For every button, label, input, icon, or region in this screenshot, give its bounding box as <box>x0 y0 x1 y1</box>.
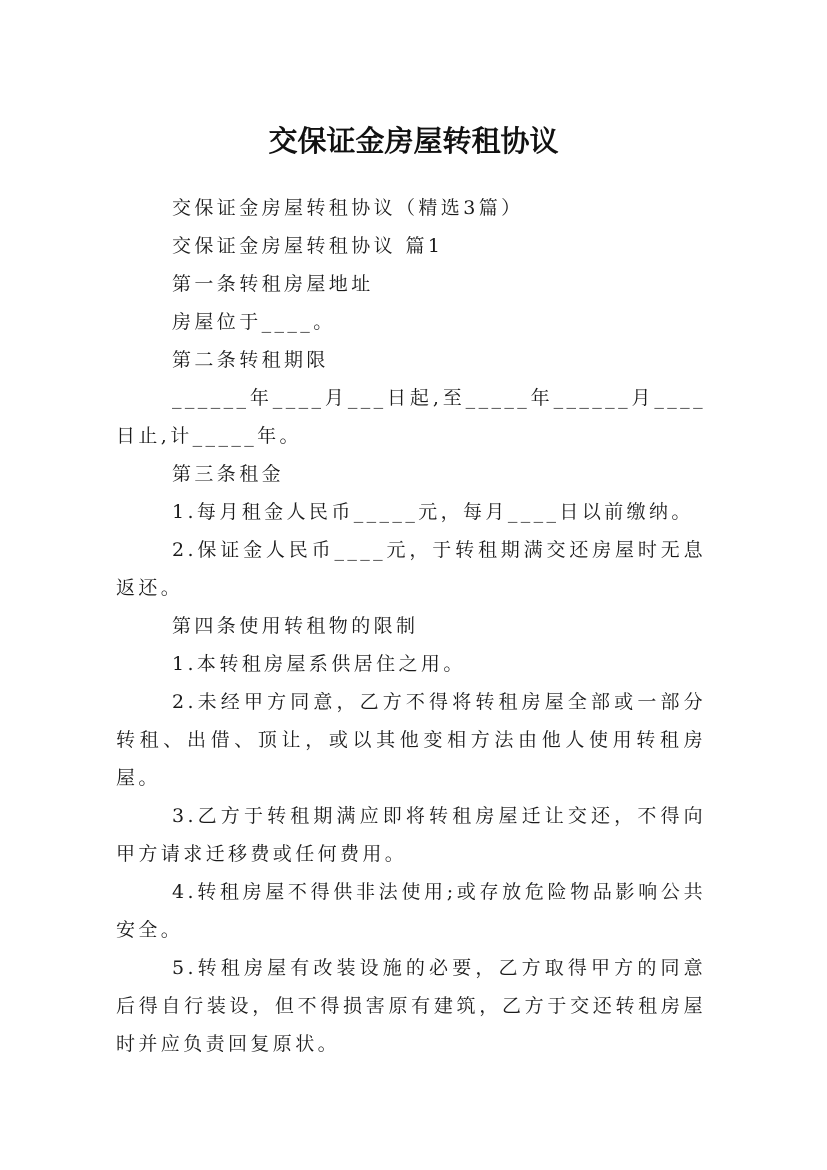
article-4-item-3: 3.乙方于转租期满应即将转租房屋迁让交还，不得向甲方请求迁移费或任何费用。 <box>116 805 706 865</box>
article-1-heading: 第一条转租房屋地址 <box>172 273 374 295</box>
article-4-item-4: 4.转租房屋不得供非法使用;或存放危险物品影响公共安全。 <box>116 881 706 941</box>
document-body <box>116 189 706 1063</box>
article-4-item-1: 1.本转租房屋系供居住之用。 <box>172 653 466 675</box>
article-2-heading: 第二条转租期限 <box>172 349 329 371</box>
article-4-heading: 第四条使用转租物的限制 <box>172 615 419 637</box>
paragraph-subtitle: 交保证金房屋转租协议（精选3篇） <box>172 197 524 219</box>
article-4-item-5: 5.转租房屋有改装设施的必要，乙方取得甲方的同意后得自行装设，但不得损害原有建筑，乙方于交还转租房屋时并应负责回复原状。 <box>116 957 706 1055</box>
article-3-heading: 第三条租金 <box>172 463 285 485</box>
article-4-item-2: 2.未经甲方同意，乙方不得将转租房屋全部或一部分转租、出借、顶让，或以其他变相方法由他人使用转租房屋。 <box>116 691 706 789</box>
article-3-item-2: 2.保证金人民币____元，于转租期满交还房屋时无息返还。 <box>116 539 706 599</box>
article-1-text: 房屋位于____。 <box>172 311 336 333</box>
article-2-text: ______年____月___日起,至_____年______月____日止,计_____年。 <box>116 387 706 447</box>
document-title: 交保证金房屋转租协议 <box>268 124 559 159</box>
paragraph-section-heading: 交保证金房屋转租协议 篇1 <box>172 235 444 257</box>
article-3-item-1: 1.每月租金人民币_____元，每月____日以前缴纳。 <box>172 501 694 523</box>
